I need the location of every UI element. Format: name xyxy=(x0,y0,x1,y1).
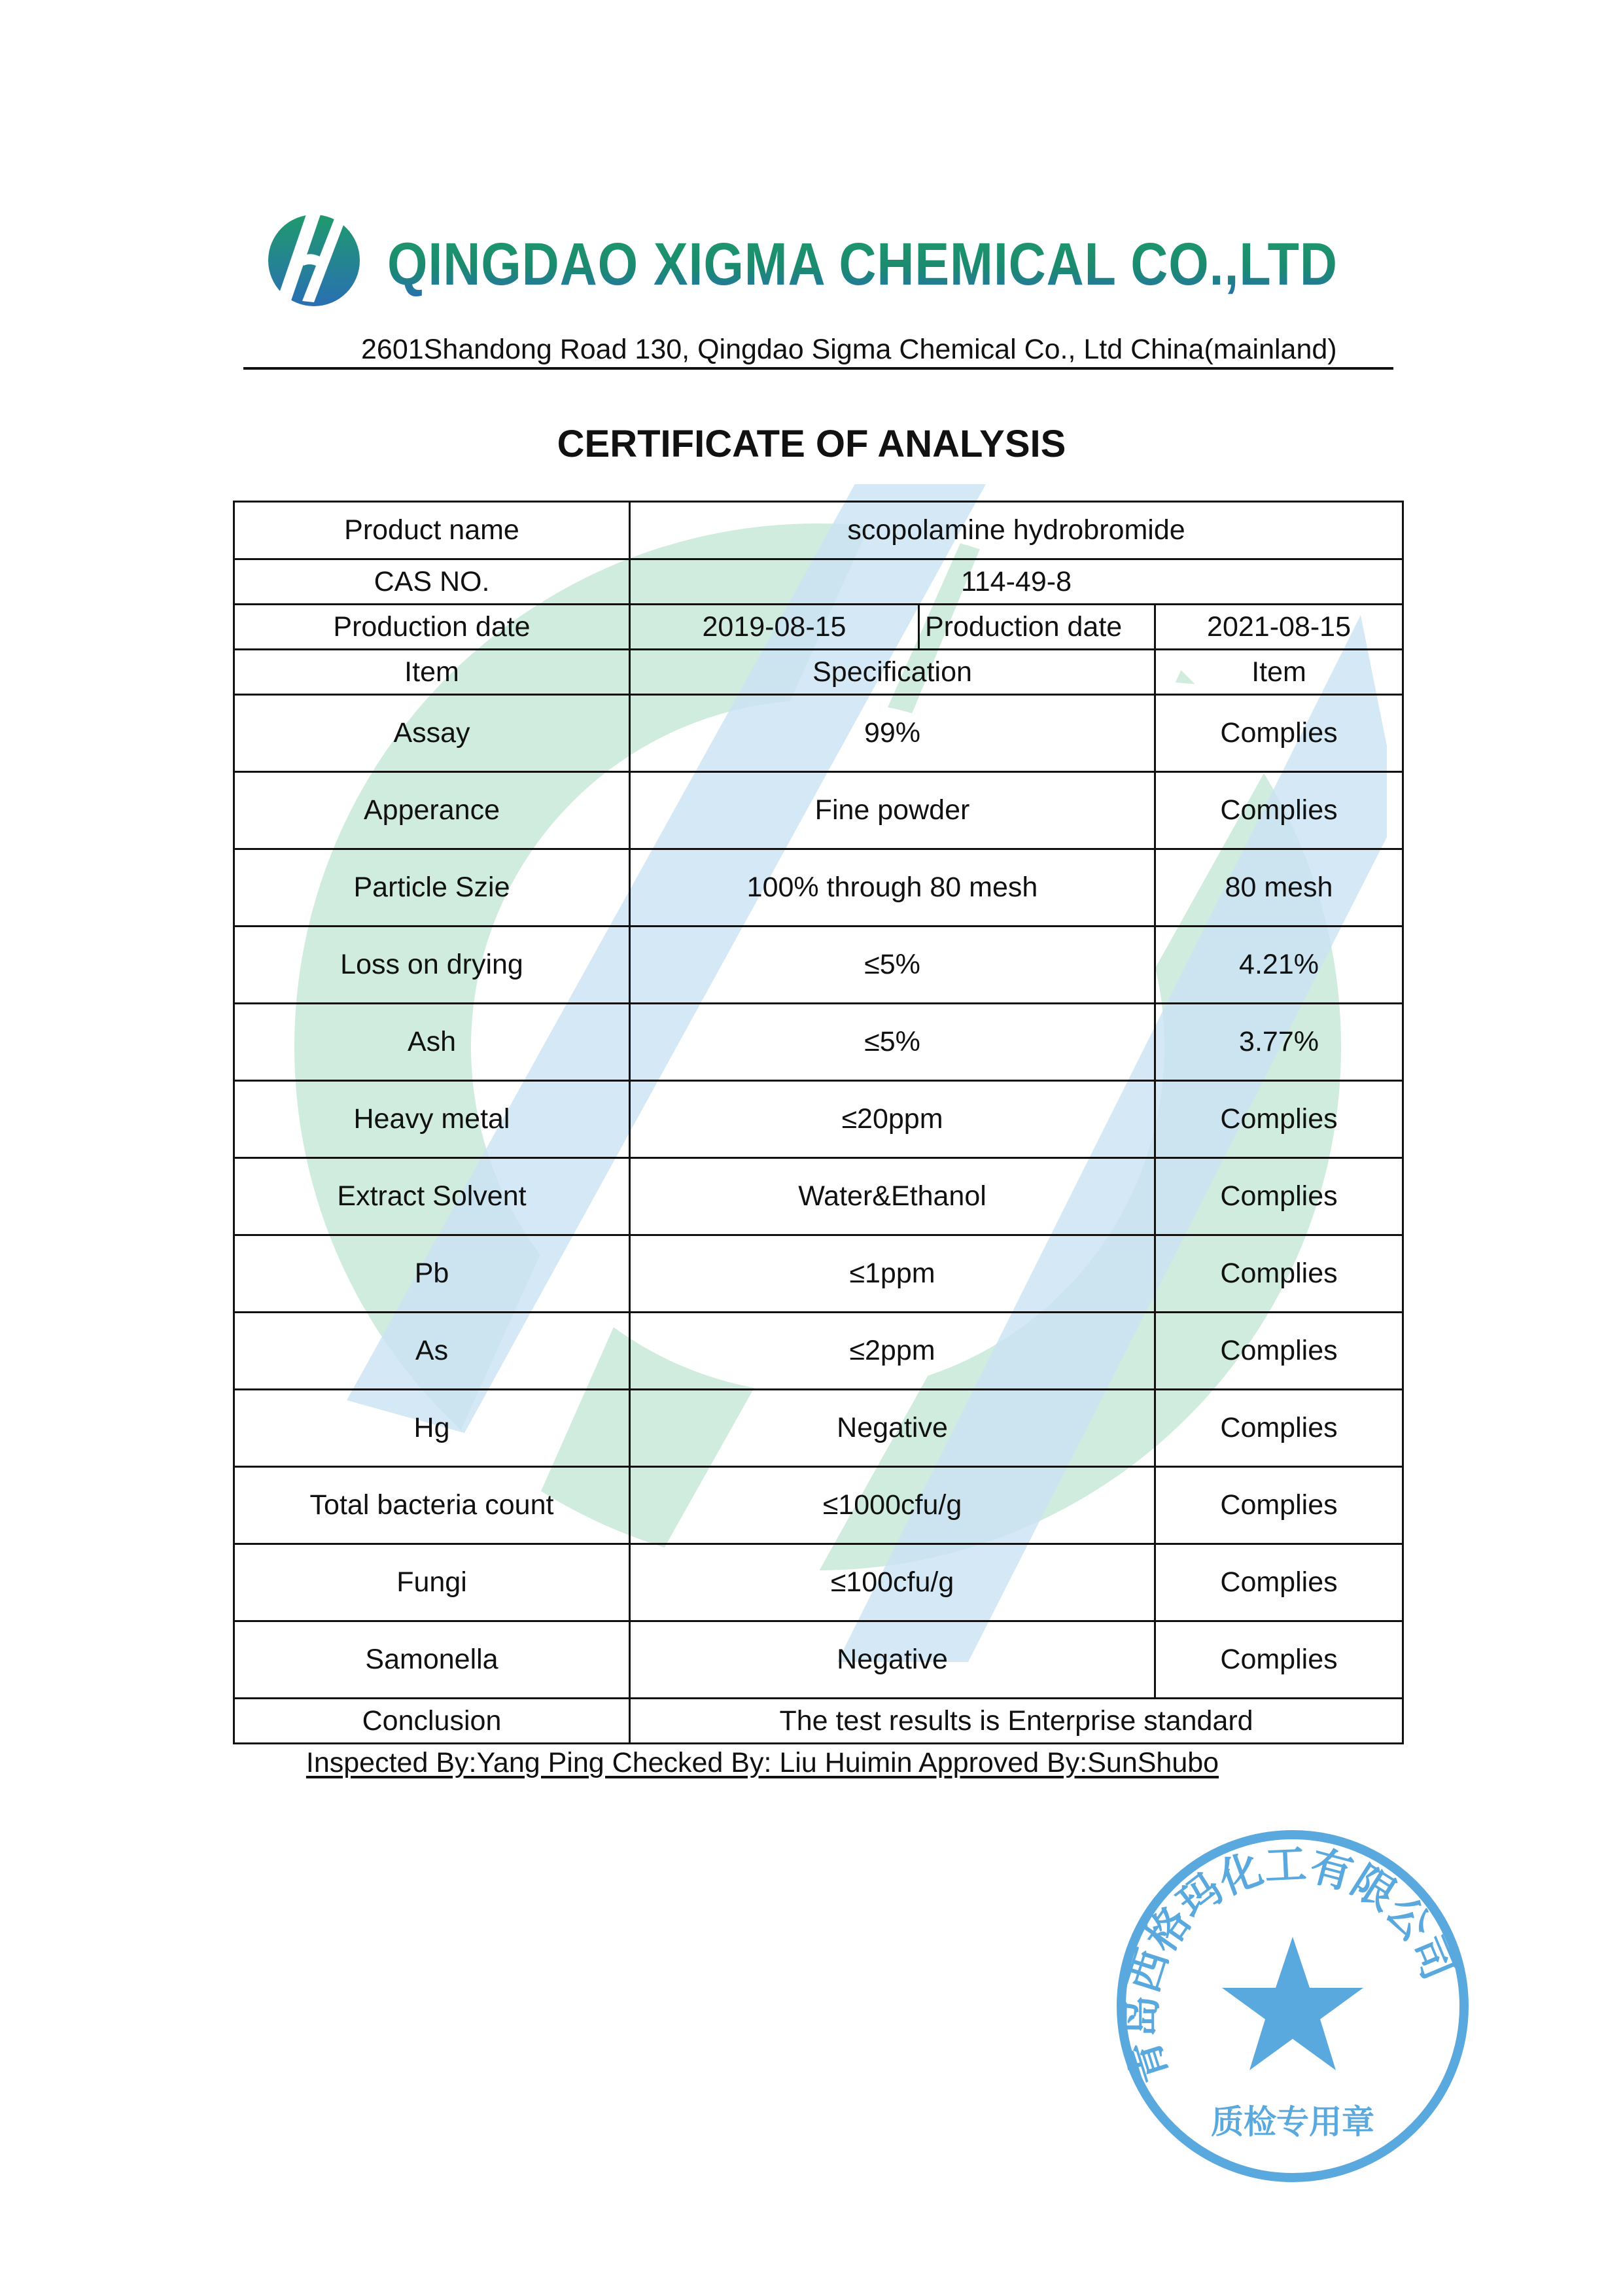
row-item: Particle Szie xyxy=(234,849,630,927)
conclusion-label: Conclusion xyxy=(234,1699,630,1744)
table-row xyxy=(234,1004,1403,1081)
svg-text:青岛西格玛化工有限公司: 青岛西格玛化工有限公司 xyxy=(1117,1840,1463,2089)
signatures-line xyxy=(0,1747,1623,1779)
row-specification: Water&Ethanol xyxy=(630,1158,1155,1235)
row-specification: Fine powder xyxy=(630,772,1155,849)
cas-label: CAS NO. xyxy=(234,559,630,605)
row-result: Complies xyxy=(1155,1313,1403,1390)
row-specification: ≤1000cfu/g xyxy=(630,1467,1155,1544)
table-row xyxy=(234,1390,1403,1467)
row-item: Apperance xyxy=(234,772,630,849)
row-item: Assay xyxy=(234,695,630,772)
table-row xyxy=(234,1313,1403,1390)
table-row xyxy=(234,1544,1403,1621)
row-specification: 100% through 80 mesh xyxy=(630,849,1155,927)
row-result: 80 mesh xyxy=(1155,849,1403,927)
product-name-row xyxy=(234,502,1403,559)
coa-table xyxy=(233,501,1404,1744)
row-specification: ≤5% xyxy=(630,927,1155,1004)
row-specification: Negative xyxy=(630,1621,1155,1699)
signatures-text: Inspected By:Yang Ping Checked By: Liu Huimin Approved By:SunShubo xyxy=(305,1747,1219,1778)
column-header-row xyxy=(234,650,1403,695)
company-logo-icon xyxy=(262,211,366,310)
row-result: 4.21% xyxy=(1155,927,1403,1004)
production-date-label: Production date xyxy=(234,605,630,650)
product-name-value: scopolamine hydrobromide xyxy=(630,502,1403,559)
table-row xyxy=(234,849,1403,927)
row-specification: Negative xyxy=(630,1390,1155,1467)
row-result: Complies xyxy=(1155,1081,1403,1158)
document-title: CERTIFICATE OF ANALYSIS xyxy=(557,423,1066,465)
row-item: Hg xyxy=(234,1390,630,1467)
row-result: Complies xyxy=(1155,1544,1403,1621)
row-item: Samonella xyxy=(234,1621,630,1699)
column-header-specification: Specification xyxy=(630,650,1155,695)
company-name: QINGDAO XIGMA CHEMICAL CO.,LTD xyxy=(387,231,1338,298)
row-item: Total bacteria count xyxy=(234,1467,630,1544)
conclusion-value: The test results is Enterprise standard xyxy=(630,1699,1403,1744)
row-result: Complies xyxy=(1155,695,1403,772)
production-date-label-2: Production date xyxy=(919,605,1155,650)
column-header-item: Item xyxy=(234,650,630,695)
cas-row xyxy=(234,559,1403,605)
row-specification: ≤2ppm xyxy=(630,1313,1155,1390)
conclusion-row xyxy=(234,1699,1403,1744)
row-result: Complies xyxy=(1155,1467,1403,1544)
row-result: Complies xyxy=(1155,1621,1403,1699)
row-item: Loss on drying xyxy=(234,927,630,1004)
row-item: Pb xyxy=(234,1235,630,1313)
production-date-row xyxy=(234,605,1403,650)
row-item: As xyxy=(234,1313,630,1390)
table-row xyxy=(234,1081,1403,1158)
row-result: Complies xyxy=(1155,1235,1403,1313)
row-result: Complies xyxy=(1155,1390,1403,1467)
row-item: Extract Solvent xyxy=(234,1158,630,1235)
table-row xyxy=(234,695,1403,772)
header-divider xyxy=(243,367,1393,370)
row-specification: ≤100cfu/g xyxy=(630,1544,1155,1621)
row-result: 3.77% xyxy=(1155,1004,1403,1081)
row-result: Complies xyxy=(1155,772,1403,849)
production-date-value: 2019-08-15 xyxy=(630,605,919,650)
row-item: Ash xyxy=(234,1004,630,1081)
production-date-value-2: 2021-08-15 xyxy=(1155,605,1403,650)
svg-text:质检专用章: 质检专用章 xyxy=(1211,2103,1374,2141)
row-specification: ≤1ppm xyxy=(630,1235,1155,1313)
table-row xyxy=(234,1467,1403,1544)
row-result: Complies xyxy=(1155,1158,1403,1235)
table-row xyxy=(234,1158,1403,1235)
row-specification: 99% xyxy=(630,695,1155,772)
column-header-result: Item xyxy=(1155,650,1403,695)
cas-value: 114-49-8 xyxy=(630,559,1403,605)
table-row xyxy=(234,1621,1403,1699)
row-item: Fungi xyxy=(234,1544,630,1621)
table-row xyxy=(234,772,1403,849)
table-row xyxy=(234,1235,1403,1313)
row-specification: ≤20ppm xyxy=(630,1081,1155,1158)
company-seal-stamp xyxy=(1112,1826,1473,2187)
row-item: Heavy metal xyxy=(234,1081,630,1158)
table-row xyxy=(234,927,1403,1004)
row-specification: ≤5% xyxy=(630,1004,1155,1081)
product-name-label: Product name xyxy=(234,502,630,559)
company-address: 2601Shandong Road 130, Qingdao Sigma Chemical Co., Ltd China(mainland) xyxy=(361,334,1337,365)
